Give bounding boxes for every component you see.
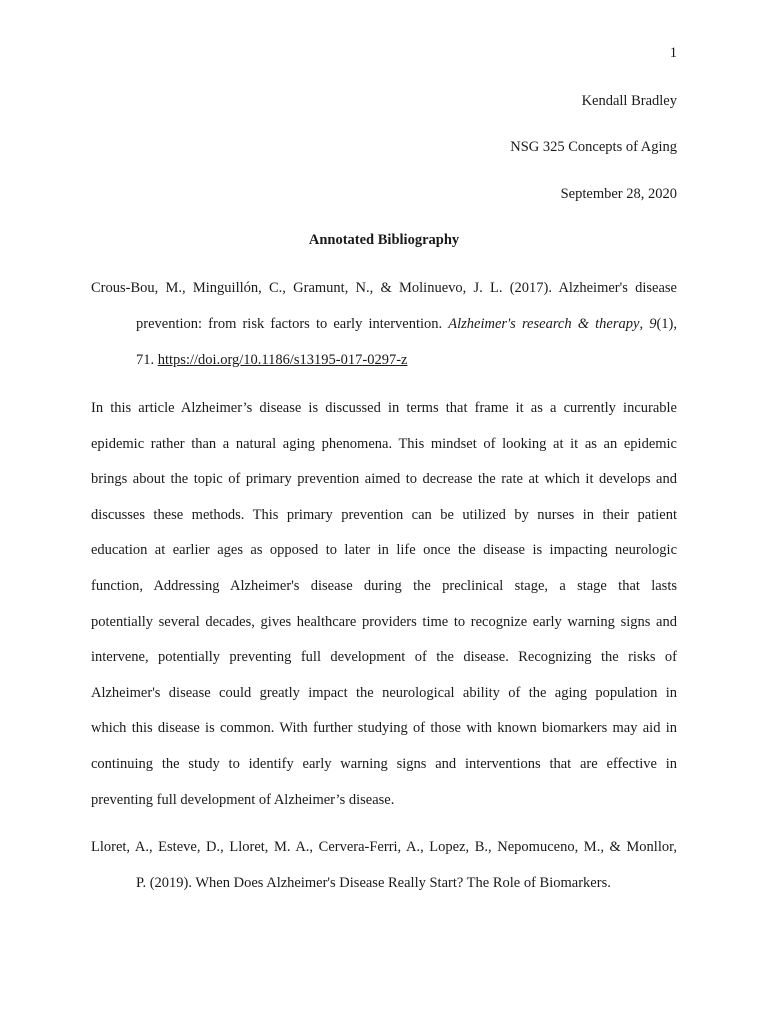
annotation-line: education at earlier ages as opposed to later in life once the disease is impacting neurologic <box>91 542 677 559</box>
annotation-line: preventing full development of Alzheimer’s disease. <box>91 791 395 808</box>
journal-title: Alzheimer's research & therapy <box>448 316 640 332</box>
annotation-line: Alzheimer's disease could greatly impact the neurological ability of the aging population in <box>91 684 677 701</box>
document-date: September 28, 2020 <box>560 186 677 202</box>
doi-link[interactable]: https://doi.org/10.1186/s13195-017-0297-z <box>157 352 408 368</box>
citation-line: Lloret, A., Esteve, D., Lloret, M. A., Cervera-Ferri, A., Lopez, B., Nepomuceno, M., & Monllor, <box>91 839 677 855</box>
annotation-line: potentially several decades, gives healthcare providers time to recognize early warning signs and <box>91 613 677 630</box>
annotation-line: discusses these methods. This primary prevention can be utilized by nurses in their patient <box>91 506 677 523</box>
citation-text: 71. <box>136 352 158 368</box>
annotation-line: which this disease is common. With further studying of those with known biomarkers may aid in <box>91 720 677 737</box>
citation-line: P. (2019). When Does Alzheimer's Disease Really Start? The Role of Biomarkers. <box>136 875 611 891</box>
course-name: NSG 325 Concepts of Aging <box>510 139 677 155</box>
journal-issue: (1), <box>656 316 677 332</box>
citation-line: Crous-Bou, M., Minguillón, C., Gramunt, N., & Molinuevo, J. L. (2017). Alzheimer's disease <box>91 280 677 296</box>
annotation-line: intervene, potentially preventing full development of the disease. Recognizing the risks of <box>91 649 677 666</box>
document-title: Annotated Bibliography <box>308 232 460 248</box>
citation-line <box>136 351 407 369</box>
annotation-line: epidemic rather than a natural aging phenomena. This mindset of looking at it as an epidemic <box>91 435 677 452</box>
journal-volume: 9 <box>649 316 657 332</box>
citation-text: prevention: from risk factors to early intervention. <box>136 316 449 332</box>
citation-text: , <box>639 316 650 332</box>
page-number: 1 <box>669 45 677 61</box>
annotation-line: In this article Alzheimer’s disease is discussed in terms that frame it as a currently incurable <box>91 400 677 416</box>
author-name: Kendall Bradley <box>581 93 677 109</box>
annotation-line: function, Addressing Alzheimer's disease during the preclinical stage, a stage that lasts <box>91 578 677 594</box>
annotation-line: brings about the topic of primary prevention aimed to decrease the rate at which it develops and <box>91 471 677 488</box>
citation-line <box>136 315 677 333</box>
annotation-line: continuing the study to identify early warning signs and interventions that are effective in <box>91 756 677 772</box>
